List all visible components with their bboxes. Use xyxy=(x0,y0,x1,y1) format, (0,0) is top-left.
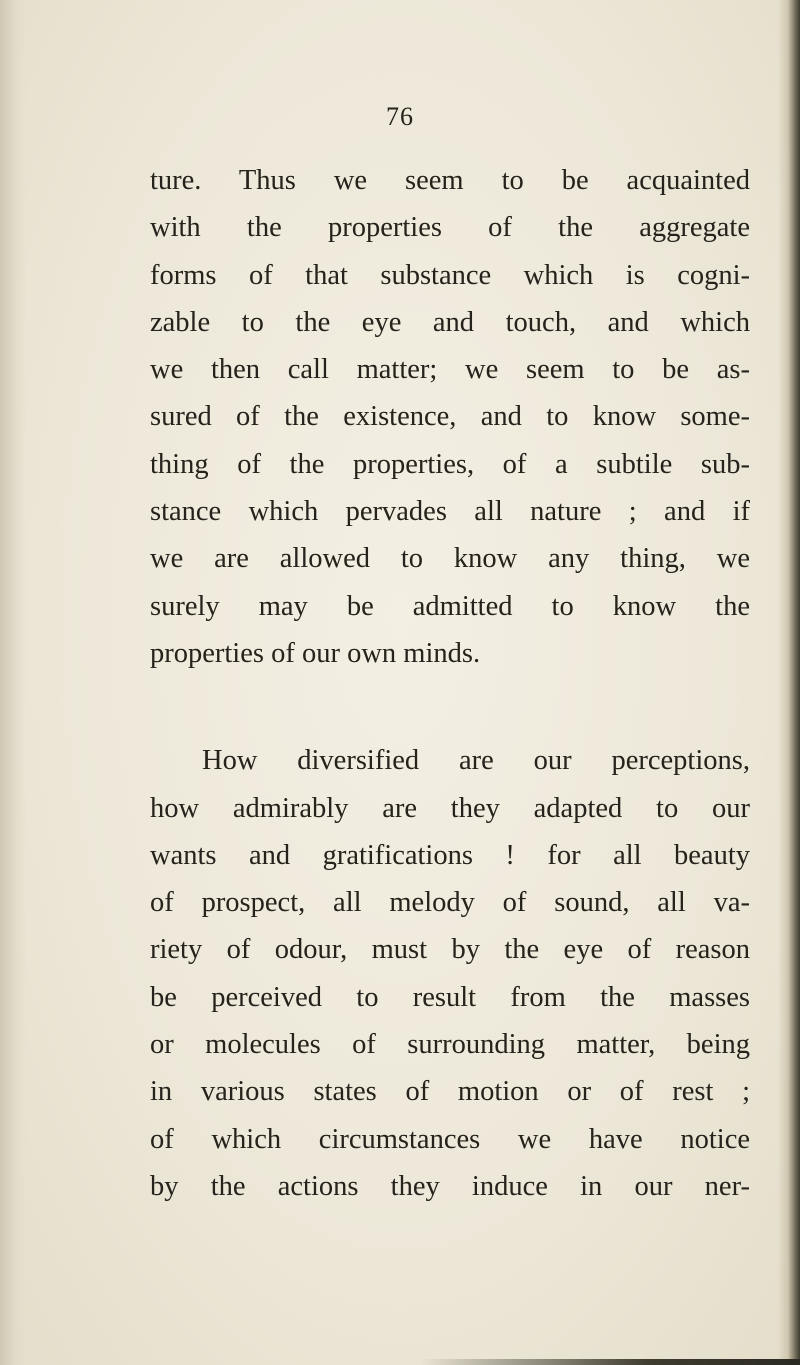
page-left-edge-shadow xyxy=(0,0,26,1365)
text-line: forms of that substance which is cogni- xyxy=(150,259,750,291)
paragraph-gap xyxy=(150,677,750,737)
text-line: sured of the existence, and to know some- xyxy=(150,401,750,433)
text-line: properties of our own minds. xyxy=(150,637,481,669)
page-number: 76 xyxy=(386,102,414,131)
text-line: by the actions they induce in our ner- xyxy=(150,1170,750,1202)
paragraph-1 xyxy=(150,157,750,677)
text-line: be perceived to result from the masses xyxy=(150,981,750,1013)
text-line: of prospect, all melody of sound, all va- xyxy=(150,887,750,919)
page-right-edge-shadow xyxy=(778,0,800,1365)
text-line: riety of odour, must by the eye of reason xyxy=(150,934,750,966)
text-line: in various states of motion or of rest ; xyxy=(150,1076,750,1108)
text-line: or molecules of surrounding matter, being xyxy=(150,1029,750,1061)
page-bottom-edge-shadow xyxy=(420,1359,800,1365)
text-line: how admirably are they adapted to our xyxy=(150,792,750,824)
text-line: with the properties of the aggregate xyxy=(150,212,750,244)
text-line: ture. Thus we seem to be acquainted xyxy=(150,165,750,196)
text-line: stance which pervades all nature ; and if xyxy=(150,496,750,528)
text-line: How diversified are our perceptions, xyxy=(202,745,750,777)
text-line: surely may be admitted to know the xyxy=(150,590,750,622)
text-line: we are allowed to know any thing, we xyxy=(150,543,750,575)
text-line: we then call matter; we seem to be as- xyxy=(150,354,750,386)
text-line: thing of the properties, of a subtile sub- xyxy=(150,448,750,480)
paragraph-2 xyxy=(150,737,750,1210)
text-line: wants and gratifications ! for all beauty xyxy=(150,839,750,871)
text-line: of which circumstances we have notice xyxy=(150,1123,750,1155)
body-text xyxy=(150,157,750,1210)
text-line: zable to the eye and touch, and which xyxy=(150,306,750,338)
